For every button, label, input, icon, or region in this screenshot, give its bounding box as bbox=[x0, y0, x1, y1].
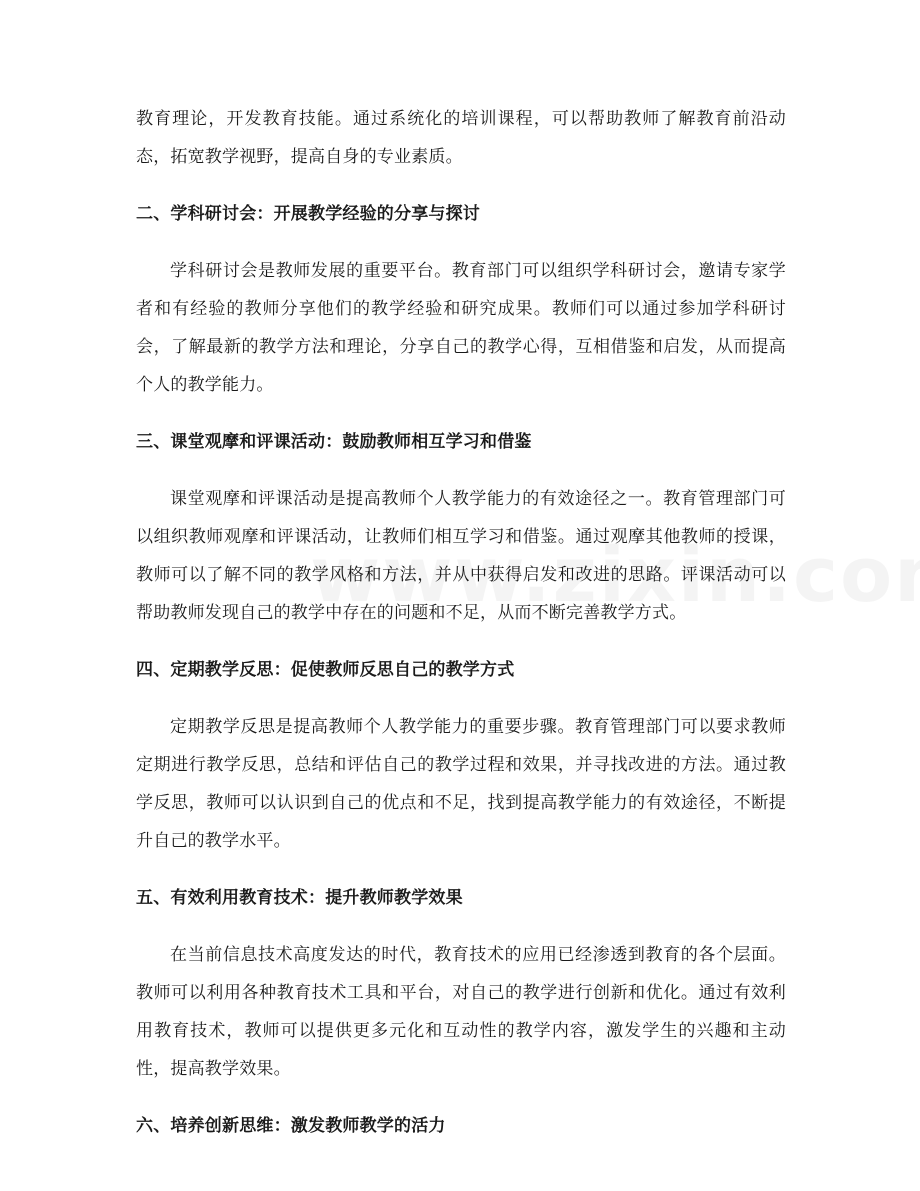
section-heading-3: 三、课堂观摩和评课活动：鼓励教师相互学习和借鉴 bbox=[136, 432, 532, 452]
section-heading-4: 四、定期教学反思：促使教师反思自己的教学方式 bbox=[136, 660, 515, 680]
section-heading-2: 二、学科研讨会：开展教学经验的分享与探讨 bbox=[136, 204, 480, 224]
paragraph-section-5: 在当前信息技术高度发达的时代，教育技术的应用已经渗透到教育的各个层面。教师可以利用各种教育技术工具和平台，对自己的教学进行创新和优化。通过有效利用教育技术，教师可以提供更多元化和互动性的教学内容，激发学生的兴趣和主动性，提高教学效果。 bbox=[136, 945, 786, 1079]
document-body bbox=[136, 100, 786, 1145]
section-heading-5: 五、有效利用教育技术：提升教师教学效果 bbox=[136, 888, 463, 908]
paragraph-section-3: 课堂观摩和评课活动是提高教师个人教学能力的有效途径之一。教育管理部门可以组织教师观摩和评课活动，让教师们相互学习和借鉴。通过观摩其他教师的授课，教师可以了解不同的教学风格和方法，并从中获得启发和改进的思路。评课活动可以帮助教师发现自己的教学中存在的问题和不足，从而不断完善教学方式。 bbox=[136, 489, 786, 623]
section-heading-6: 六、培养创新思维：激发教师教学的活力 bbox=[136, 1116, 446, 1136]
paragraph-continuation: 教育理论，开发教育技能。通过系统化的培训课程，可以帮助教师了解教育前沿动态，拓宽教学视野，提高自身的专业素质。 bbox=[136, 109, 786, 167]
paragraph-section-4: 定期教学反思是提高教师个人教学能力的重要步骤。教育管理部门可以要求教师定期进行教学反思，总结和评估自己的教学过程和效果，并寻找改进的方法。通过教学反思，教师可以认识到自己的优点和不足，找到提高教学能力的有效途径，不断提升自己的教学水平。 bbox=[136, 717, 786, 851]
paragraph-section-2: 学科研讨会是教师发展的重要平台。教育部门可以组织学科研讨会，邀请专家学者和有经验的教师分享他们的教学经验和研究成果。教师们可以通过参加学科研讨会，了解最新的教学方法和理论，分享自己的教学心得，互相借鉴和启发，从而提高个人的教学能力。 bbox=[136, 261, 786, 395]
